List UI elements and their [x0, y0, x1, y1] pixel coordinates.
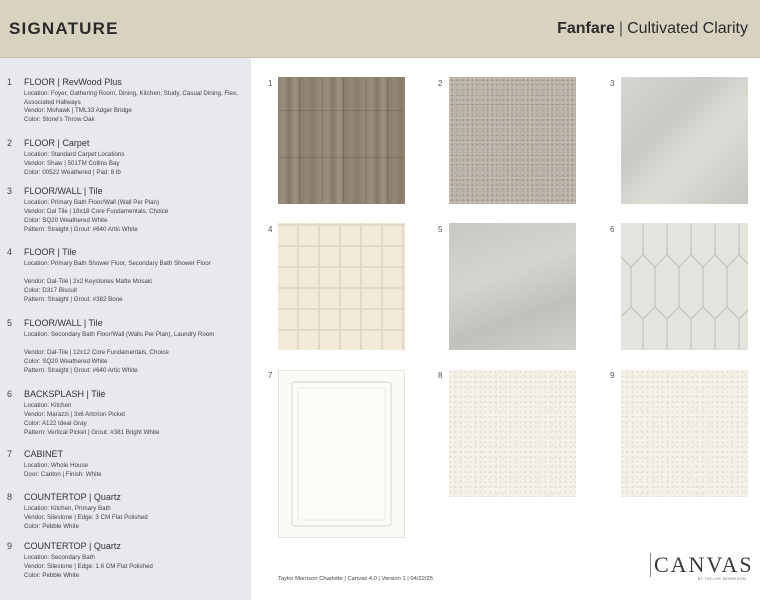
swatch-stone-tile [621, 77, 748, 204]
spec-title: CABINET [24, 449, 64, 459]
spec-detail: Color: A122 Ideal Gray [24, 420, 87, 427]
spec-number: 1 [7, 77, 13, 87]
spec-detail: Location: Secondary Bath [24, 554, 95, 561]
spec-detail: Vendor: Silestone | Edge: 1.6 CM Flat Polished [24, 563, 153, 570]
spec-number: 6 [7, 389, 13, 399]
swatch-carpet [449, 77, 576, 204]
spec-number: 8 [7, 492, 13, 502]
spec-detail: Vendor: Marazzi | 3x6 Artcrion Picket [24, 411, 125, 418]
spec-title: COUNTERTOP | Quartz [24, 541, 121, 551]
spec-detail: Vendor: Shaw | 501TM Collins Bay [24, 160, 120, 167]
swatch-number: 7 [268, 371, 273, 380]
swatch-wood-floor [278, 77, 405, 204]
spec-detail: Location: Primary Bath Shower Floor, Secondary Bath Shower Floor [24, 260, 211, 267]
spec-detail: Vendor: Dal-Tile | 2x2 Keystones Matte Mosaic [24, 278, 153, 285]
spec-number: 4 [7, 247, 13, 257]
spec-title: FLOOR/WALL | Tile [24, 186, 103, 196]
swatch-number: 4 [268, 225, 273, 234]
spec-title: FLOOR | Tile [24, 247, 77, 257]
spec-detail: Color: SQ20 Weathered White [24, 217, 108, 224]
spec-number: 2 [7, 138, 13, 148]
swatch-number: 3 [610, 79, 615, 88]
collection-subtitle: Cultivated Clarity [627, 20, 748, 37]
spec-detail: Location: Foyer, Gathering Room, Dining, Kitchen, Study, Casual Dining, Flex, Associated Hallways [24, 90, 238, 106]
swatch-board [251, 58, 760, 600]
swatch-picket-tile [621, 223, 748, 350]
logo-wordmark: CANVAS [650, 553, 750, 577]
spec-detail: Location: Standard Carpet Locations [24, 151, 125, 158]
swatch-quartz-countertop [449, 370, 576, 497]
spec-detail: Color: SQ20 Weathered White [24, 358, 108, 365]
canvas-logo [650, 552, 754, 581]
spec-detail: Pattern: Straight | Grout: #382 Bone [24, 296, 123, 303]
footer-text: Taylor Morrison Charlotte | Canvas 4.0 | Version 1 | 04/22/25 [278, 576, 433, 582]
spec-detail: Vendor: Silestone | Edge: 3 CM Flat Polished [24, 514, 148, 521]
spec-detail: Location: Primary Bath Floor/Wall (Wall Per Plan) [24, 199, 160, 206]
spec-title: BACKSPLASH | Tile [24, 389, 106, 399]
spec-detail: Location: Secondary Bath Floor/Wall (Walls Per Plan), Laundry Room [24, 331, 215, 338]
collection-separator: | [618, 20, 624, 37]
swatch-number: 5 [438, 225, 443, 234]
spec-detail: Pattern: Vertical Picket | Grout: #381 Bright White [24, 429, 160, 436]
picket-pattern [621, 223, 748, 350]
spec-number: 3 [7, 186, 13, 196]
swatch-number: 8 [438, 371, 443, 380]
spec-detail: Vendor: Dal Tile | 18x18 Core Fundamentals, Choice [24, 208, 169, 215]
swatch-quartz-countertop [621, 370, 748, 497]
swatch-number: 1 [268, 79, 273, 88]
cabinet-door-panel [278, 370, 405, 538]
swatch-number: 2 [438, 79, 443, 88]
spec-detail: Color: Pebble White [24, 572, 80, 579]
spec-detail: Vendor: Mohawk | TML33 Adger Bridge [24, 107, 132, 114]
spec-detail: Vendor: Dal-Tile | 12x12 Core Fundamentals, Choice [24, 349, 169, 356]
spec-detail: Pattern: Straight | Grout: #640 Artic White [24, 367, 138, 374]
brand-title: SIGNATURE [9, 19, 119, 38]
logo-byline: BY TAYLOR MORRISON [697, 577, 746, 581]
collection-title [557, 20, 748, 38]
spec-detail: Color: 00522 Weathered | Pad: 8 lb [24, 169, 121, 176]
spec-title: FLOOR | RevWood Plus [24, 77, 122, 87]
spec-title: COUNTERTOP | Quartz [24, 492, 121, 502]
spec-number: 9 [7, 541, 13, 551]
page-header [0, 0, 760, 58]
spec-title: FLOOR/WALL | Tile [24, 318, 103, 328]
spec-detail: Location: Whole House [24, 462, 88, 469]
swatch-number: 6 [610, 225, 615, 234]
spec-sidebar [0, 58, 251, 600]
spec-title: FLOOR | Carpet [24, 138, 90, 148]
spec-detail: Color: Stone's Throw Oak [24, 116, 95, 123]
swatch-mosaic-tile [278, 223, 405, 350]
spec-detail: Location: Kitchen, Primary Bath [24, 505, 111, 512]
collection-name: Fanfare [557, 20, 615, 37]
spec-detail: Door: Canton | Finish: White [24, 471, 102, 478]
swatch-number: 9 [610, 371, 615, 380]
spec-detail: Color: D317 Biscuit [24, 287, 77, 294]
spec-detail: Location: Kitchen [24, 402, 72, 409]
swatch-cabinet-door [278, 370, 405, 538]
spec-detail: Color: Pebble White [24, 523, 80, 530]
swatch-stone-tile [449, 223, 576, 350]
spec-detail: Pattern: Straight | Grout: #640 Artic White [24, 226, 138, 233]
spec-number: 5 [7, 318, 13, 328]
spec-number: 7 [7, 449, 13, 459]
